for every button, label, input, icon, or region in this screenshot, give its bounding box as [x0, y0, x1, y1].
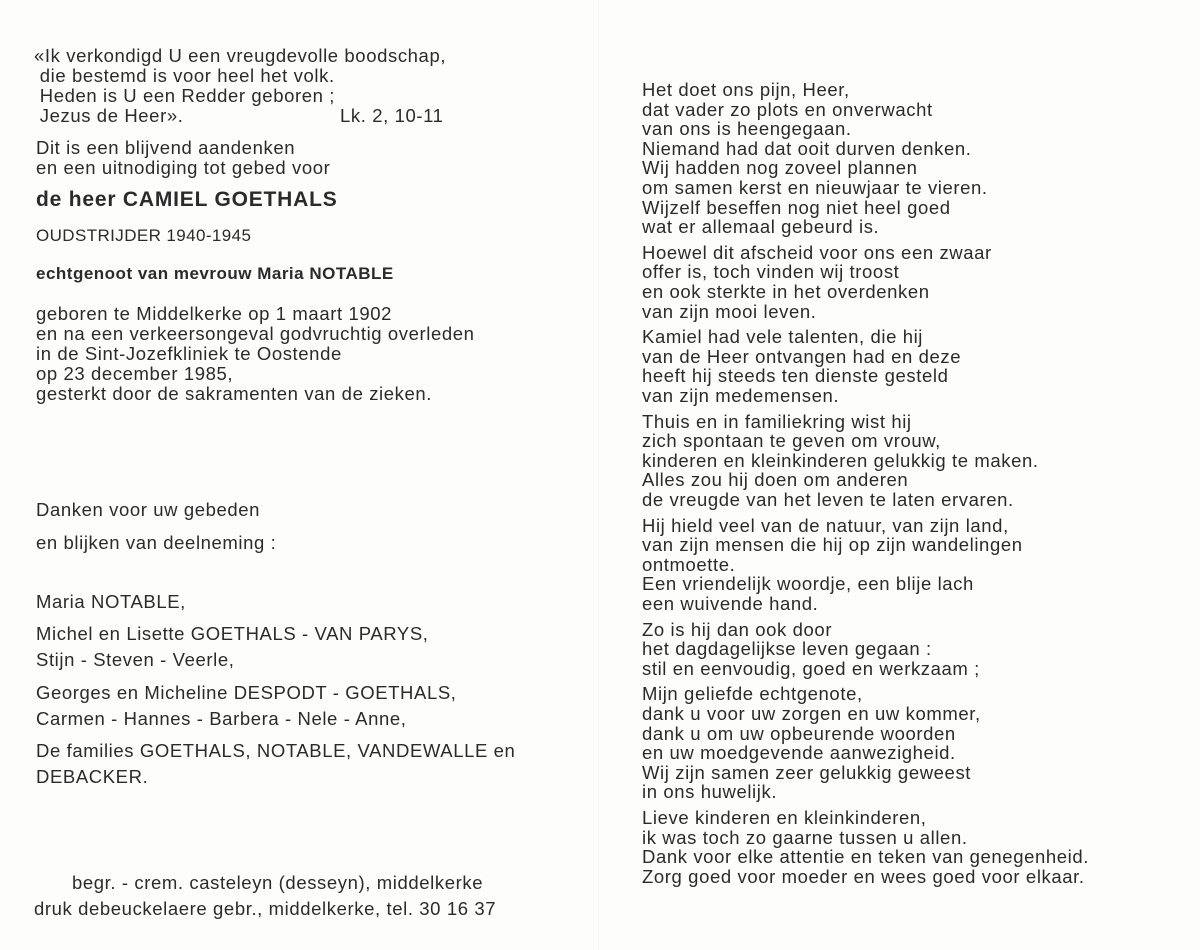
thanks-line: en blijken van deelneming : — [36, 532, 277, 553]
poem-line: en uw moedgevende aanwezigheid. — [642, 742, 956, 764]
poem-line: heeft hij steeds ten dienste gesteld — [642, 365, 949, 387]
family-line: DEBACKER. — [36, 766, 149, 787]
poem-line: dank u voor uw zorgen en uw kommer, — [642, 703, 981, 724]
thanks-line: Danken voor uw gebeden — [36, 499, 261, 520]
quote-line: «Ik verkondigd U een vreugdevolle boodschap, — [34, 45, 447, 66]
poem-line: in ons huwelijk. — [642, 781, 778, 803]
quote-line: Jezus de Heer». — [34, 105, 184, 126]
quote-reference: Lk. 2, 10-11 — [340, 105, 444, 126]
poem-line: Hoewel dit afscheid voor ons een zwaar — [642, 241, 992, 263]
biography-line: geboren te Middelkerke op 1 maart 1902 — [36, 303, 393, 324]
poem-line: Hij hield veel van de natuur, van zijn land, — [642, 514, 1009, 536]
poem-line: Wij zijn samen zeer gelukkig geweest — [642, 761, 972, 783]
intro-line: en een uitnodiging tot gebed voor — [36, 157, 331, 178]
poem-line: van de Heer ontvangen had en deze — [642, 345, 962, 367]
poem-line: Wijzelf beseffen nog niet heel goed — [642, 196, 951, 218]
poem-line: Dank voor elke attentie en teken van genegenheid. — [642, 846, 1089, 868]
biography-line: en na een verkeersongeval godvruchtig overleden — [36, 323, 475, 344]
biography-line: gesterkt door de sakramenten van de zieken. — [36, 383, 433, 404]
poem-line: en ook sterkte in het overdenken — [642, 281, 930, 302]
poem-line: van ons is heengegaan. — [642, 118, 852, 140]
poem-line: Het doet ons pijn, Heer, — [642, 79, 850, 100]
deceased-name: de heer CAMIEL GOETHALS — [36, 188, 338, 211]
footer-line: druk debeuckelaere gebr., middelkerke, tel. 30 16 37 — [34, 898, 497, 919]
poem-line: het dagdagelijkse leven gegaan : — [642, 638, 932, 660]
poem-line: Alles zou hij doen om anderen — [642, 469, 909, 491]
family-line: Maria NOTABLE, — [36, 591, 186, 612]
poem-line: een wuivende hand. — [642, 593, 819, 614]
poem-line: offer is, toch vinden wij troost — [642, 261, 900, 283]
poem-line: Niemand had dat ooit durven denken. — [642, 137, 972, 159]
quote-line: Heden is U een Redder geboren ; — [34, 85, 335, 106]
poem-line: kinderen en kleinkinderen gelukkig te maken. — [642, 449, 1039, 471]
family-line: Carmen - Hannes - Barbera - Nele - Anne, — [36, 708, 407, 729]
biography-line: op 23 december 1985, — [36, 363, 234, 384]
poem-line: de vreugde van het leven te laten ervaren. — [642, 489, 1014, 510]
quote-line: die bestemd is voor heel het volk. — [34, 65, 335, 86]
biography-line: in de Sint-Jozefkliniek te Oostende — [36, 343, 342, 364]
poem-line: Een vriendelijk woordje, een blije lach — [642, 573, 974, 595]
poem-line: dank u om uw opbeurende woorden — [642, 722, 956, 744]
spouse-line: echtgenoot van mevrouw Maria NOTABLE — [36, 264, 394, 283]
poem-line: ontmoette. — [642, 553, 736, 575]
footer-line: begr. - crem. casteleyn (desseyn), middelkerke — [72, 872, 484, 893]
poem-line: Thuis en in familiekring wist hij — [642, 410, 912, 432]
poem-line: ik was toch zo gaarne tussen u allen. — [642, 826, 968, 848]
poem-line: Mijn geliefde echtgenote, — [642, 683, 863, 705]
poem-line: van zijn mensen die hij op zijn wandelingen — [642, 534, 1023, 556]
poem-line: Kamiel had vele talenten, die hij — [642, 326, 924, 348]
poem-line: stil en eenvoudig, goed en werkzaam ; — [642, 657, 980, 679]
family-line: Michel en Lisette GOETHALS - VAN PARYS, — [36, 623, 429, 644]
deceased-title: OUDSTRIJDER 1940-1945 — [36, 226, 252, 245]
intro-line: Dit is een blijvend aandenken — [36, 137, 296, 158]
poem-line: zich spontaan te geven om vrouw, — [642, 430, 941, 452]
poem-line: van zijn mooi leven. — [642, 300, 817, 322]
poem-line: wat er allemaal gebeurd is. — [642, 216, 880, 238]
right-page — [600, 0, 1200, 950]
poem-line: dat vader zo plots en onverwacht — [642, 98, 933, 120]
poem-line: Wij hadden nog zoveel plannen — [642, 157, 918, 179]
poem-line: om samen kerst en nieuwjaar te vieren. — [642, 177, 988, 198]
family-line: Georges en Micheline DESPODT - GOETHALS, — [36, 682, 457, 703]
poem-line: Zorg goed voor moeder en wees goed voor elkaar. — [642, 865, 1085, 887]
family-line: De families GOETHALS, NOTABLE, VANDEWALLE en — [36, 740, 516, 761]
poem-line: Zo is hij dan ook door — [642, 618, 833, 640]
family-line: Stijn - Steven - Veerle, — [36, 649, 235, 670]
poem-line: Lieve kinderen en kleinkinderen, — [642, 807, 927, 828]
poem-line: van zijn medemensen. — [642, 385, 840, 406]
